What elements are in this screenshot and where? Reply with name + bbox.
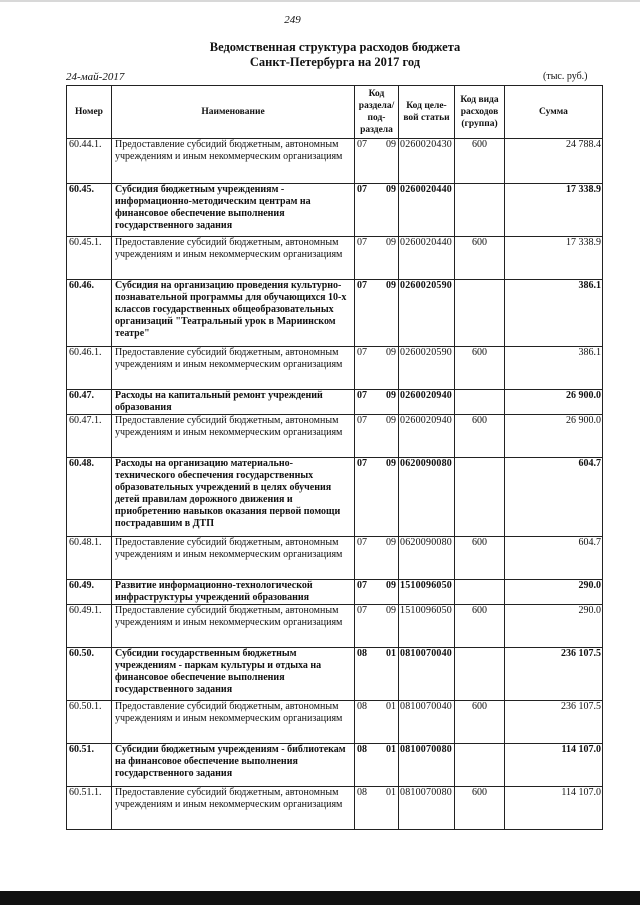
row-number: 60.48.1. bbox=[67, 537, 112, 580]
row-sum: 604.7 bbox=[505, 458, 603, 537]
row-target-code: 1510096050 bbox=[399, 580, 455, 605]
row-subsection: 01 bbox=[386, 701, 396, 712]
row-sum: 114 107.0 bbox=[505, 744, 603, 787]
row-kind-code: 600 bbox=[455, 605, 505, 648]
row-name: Субсидия на организацию проведения культурно-познавательной программы для обучающихся 10-х классов государственных общеобразовательных организаций "Театральный урок в Мариинском театре" bbox=[112, 280, 355, 347]
row-section-code bbox=[355, 744, 399, 787]
row-target-code: 0260020440 bbox=[399, 184, 455, 237]
table-row bbox=[67, 280, 603, 347]
row-subsection: 01 bbox=[386, 787, 396, 798]
table-row bbox=[67, 139, 603, 184]
row-section-code bbox=[355, 701, 399, 744]
row-target-code: 0260020590 bbox=[399, 280, 455, 347]
row-section-code bbox=[355, 605, 399, 648]
table-row bbox=[67, 580, 603, 605]
row-section-code bbox=[355, 280, 399, 347]
row-sum: 236 107.5 bbox=[505, 648, 603, 701]
row-number: 60.45.1. bbox=[67, 237, 112, 280]
row-sum: 386.1 bbox=[505, 280, 603, 347]
row-section: 07 bbox=[357, 537, 367, 548]
row-section: 07 bbox=[357, 458, 367, 469]
row-name: Субсидии государственным бюджетным учреждениям - паркам культуры и отдыха на финансовое обеспечение выполнения государственного задания bbox=[112, 648, 355, 701]
row-subsection: 09 bbox=[386, 537, 396, 548]
row-subsection: 01 bbox=[386, 744, 396, 755]
table-row bbox=[67, 237, 603, 280]
page-number: 249 bbox=[284, 14, 301, 26]
document-date: 24-май-2017 bbox=[66, 71, 125, 83]
row-name: Предоставление субсидий бюджетным, автономным учреждениям и иным некоммерческим организациям bbox=[112, 139, 355, 184]
row-name: Предоставление субсидий бюджетным, автономным учреждениям и иным некоммерческим организациям bbox=[112, 701, 355, 744]
row-name: Субсидии бюджетным учреждениям - библиотекам на финансовое обеспечение выполнения государственного задания bbox=[112, 744, 355, 787]
row-kind-code: 600 bbox=[455, 415, 505, 458]
row-number: 60.47. bbox=[67, 390, 112, 415]
row-subsection: 09 bbox=[386, 458, 396, 469]
table-row bbox=[67, 648, 603, 701]
header-name: Наименование bbox=[112, 86, 355, 139]
header-sum: Сумма bbox=[505, 86, 603, 139]
row-target-code: 0260020430 bbox=[399, 139, 455, 184]
row-section: 08 bbox=[357, 744, 367, 755]
table-row bbox=[67, 744, 603, 787]
table-row bbox=[67, 415, 603, 458]
row-section: 07 bbox=[357, 347, 367, 358]
row-number: 60.50. bbox=[67, 648, 112, 701]
scan-top-edge bbox=[0, 0, 640, 2]
row-number: 60.46.1. bbox=[67, 347, 112, 390]
row-number: 60.50.1. bbox=[67, 701, 112, 744]
row-section-code bbox=[355, 347, 399, 390]
row-subsection: 09 bbox=[386, 605, 396, 616]
row-name: Предоставление субсидий бюджетным, автономным учреждениям и иным некоммерческим организациям bbox=[112, 537, 355, 580]
row-section-code bbox=[355, 390, 399, 415]
row-name: Расходы на организацию материально-технического обеспечения государственных образовательных учреждений в целях обучения детей правилам дорожного движения и приобретению навыков оказания первой помощи пострадавшим в ДТП bbox=[112, 458, 355, 537]
row-kind-code: 600 bbox=[455, 787, 505, 830]
row-sum: 17 338.9 bbox=[505, 184, 603, 237]
row-name: Предоставление субсидий бюджетным, автономным учреждениям и иным некоммерческим организациям bbox=[112, 415, 355, 458]
budget-table bbox=[66, 85, 603, 830]
units-label: (тыс. руб.) bbox=[543, 71, 588, 82]
table-row bbox=[67, 184, 603, 237]
row-number: 60.49.1. bbox=[67, 605, 112, 648]
row-kind-code: 600 bbox=[455, 237, 505, 280]
header-target: Код целе-вой статьи bbox=[399, 86, 455, 139]
table-body bbox=[67, 139, 603, 830]
row-name: Предоставление субсидий бюджетным, автономным учреждениям и иным некоммерческим организациям bbox=[112, 237, 355, 280]
row-subsection: 01 bbox=[386, 648, 396, 659]
row-kind-code: 600 bbox=[455, 347, 505, 390]
row-subsection: 09 bbox=[386, 580, 396, 591]
row-section: 07 bbox=[357, 237, 367, 248]
row-section: 07 bbox=[357, 415, 367, 426]
row-name: Субсидия бюджетным учреждениям - информационно-методическим центрам на финансовое обеспечение выполнения государственного задания bbox=[112, 184, 355, 237]
row-sum: 17 338.9 bbox=[505, 237, 603, 280]
title-line-2: Санкт-Петербурга на 2017 год bbox=[249, 55, 421, 69]
row-kind-code bbox=[455, 744, 505, 787]
row-kind-code: 600 bbox=[455, 139, 505, 184]
row-kind-code bbox=[455, 648, 505, 701]
row-name: Предоставление субсидий бюджетным, автономным учреждениям и иным некоммерческим организациям bbox=[112, 787, 355, 830]
table-row bbox=[67, 787, 603, 830]
row-sum: 24 788.4 bbox=[505, 139, 603, 184]
row-section-code bbox=[355, 184, 399, 237]
header-number: Номер bbox=[67, 86, 112, 139]
row-section: 08 bbox=[357, 701, 367, 712]
row-sum: 114 107.0 bbox=[505, 787, 603, 830]
row-number: 60.45. bbox=[67, 184, 112, 237]
row-kind-code bbox=[455, 390, 505, 415]
scan-bottom-edge bbox=[0, 891, 640, 905]
row-section: 07 bbox=[357, 580, 367, 591]
row-target-code: 0260020940 bbox=[399, 390, 455, 415]
row-target-code: 0620090080 bbox=[399, 537, 455, 580]
row-kind-code bbox=[455, 458, 505, 537]
row-section-code bbox=[355, 787, 399, 830]
row-target-code: 0260020940 bbox=[399, 415, 455, 458]
document-title bbox=[0, 40, 640, 70]
row-kind-code bbox=[455, 280, 505, 347]
row-target-code: 1510096050 bbox=[399, 605, 455, 648]
row-target-code: 0810070080 bbox=[399, 787, 455, 830]
title-line-1: Ведомственная структура расходов бюджета bbox=[209, 40, 461, 54]
row-section: 08 bbox=[357, 787, 367, 798]
row-name: Предоставление субсидий бюджетным, автономным учреждениям и иным некоммерческим организациям bbox=[112, 605, 355, 648]
row-target-code: 0260020590 bbox=[399, 347, 455, 390]
header-kind: Код вида расходов (группа) bbox=[455, 86, 505, 139]
row-subsection: 09 bbox=[386, 280, 396, 291]
row-section-code bbox=[355, 537, 399, 580]
row-target-code: 0810070040 bbox=[399, 648, 455, 701]
header-section: Код раздела/ под-раздела bbox=[355, 86, 399, 139]
row-section: 08 bbox=[357, 648, 367, 659]
row-subsection: 09 bbox=[386, 184, 396, 195]
row-number: 60.48. bbox=[67, 458, 112, 537]
row-kind-code bbox=[455, 184, 505, 237]
row-sum: 290.0 bbox=[505, 580, 603, 605]
row-sum: 604.7 bbox=[505, 537, 603, 580]
row-section: 07 bbox=[357, 390, 367, 401]
row-subsection: 09 bbox=[386, 237, 396, 248]
row-subsection: 09 bbox=[386, 415, 396, 426]
row-target-code: 0620090080 bbox=[399, 458, 455, 537]
row-section-code bbox=[355, 648, 399, 701]
row-target-code: 0260020440 bbox=[399, 237, 455, 280]
row-name: Предоставление субсидий бюджетным, автономным учреждениям и иным некоммерческим организациям bbox=[112, 347, 355, 390]
row-kind-code bbox=[455, 580, 505, 605]
row-section: 07 bbox=[357, 139, 367, 150]
row-number: 60.51. bbox=[67, 744, 112, 787]
row-target-code: 0810070080 bbox=[399, 744, 455, 787]
table-row bbox=[67, 390, 603, 415]
row-sum: 236 107.5 bbox=[505, 701, 603, 744]
row-sum: 26 900.0 bbox=[505, 415, 603, 458]
row-sum: 26 900.0 bbox=[505, 390, 603, 415]
table-row bbox=[67, 458, 603, 537]
table-header-row bbox=[67, 86, 603, 139]
table-row bbox=[67, 537, 603, 580]
row-section-code bbox=[355, 458, 399, 537]
row-section: 07 bbox=[357, 280, 367, 291]
table-row bbox=[67, 347, 603, 390]
row-section-code bbox=[355, 237, 399, 280]
row-target-code: 0810070040 bbox=[399, 701, 455, 744]
row-name: Развитие информационно-технологической инфраструктуры учреждений образования bbox=[112, 580, 355, 605]
row-subsection: 09 bbox=[386, 347, 396, 358]
row-number: 60.46. bbox=[67, 280, 112, 347]
row-section-code bbox=[355, 580, 399, 605]
row-subsection: 09 bbox=[386, 139, 396, 150]
row-number: 60.47.1. bbox=[67, 415, 112, 458]
row-section-code bbox=[355, 415, 399, 458]
row-sum: 386.1 bbox=[505, 347, 603, 390]
row-section-code bbox=[355, 139, 399, 184]
row-section: 07 bbox=[357, 184, 367, 195]
row-number: 60.44.1. bbox=[67, 139, 112, 184]
row-sum: 290.0 bbox=[505, 605, 603, 648]
row-kind-code: 600 bbox=[455, 537, 505, 580]
row-number: 60.49. bbox=[67, 580, 112, 605]
row-number: 60.51.1. bbox=[67, 787, 112, 830]
row-section: 07 bbox=[357, 605, 367, 616]
table-row bbox=[67, 701, 603, 744]
table-row bbox=[67, 605, 603, 648]
row-kind-code: 600 bbox=[455, 701, 505, 744]
row-name: Расходы на капитальный ремонт учреждений образования bbox=[112, 390, 355, 415]
row-subsection: 09 bbox=[386, 390, 396, 401]
